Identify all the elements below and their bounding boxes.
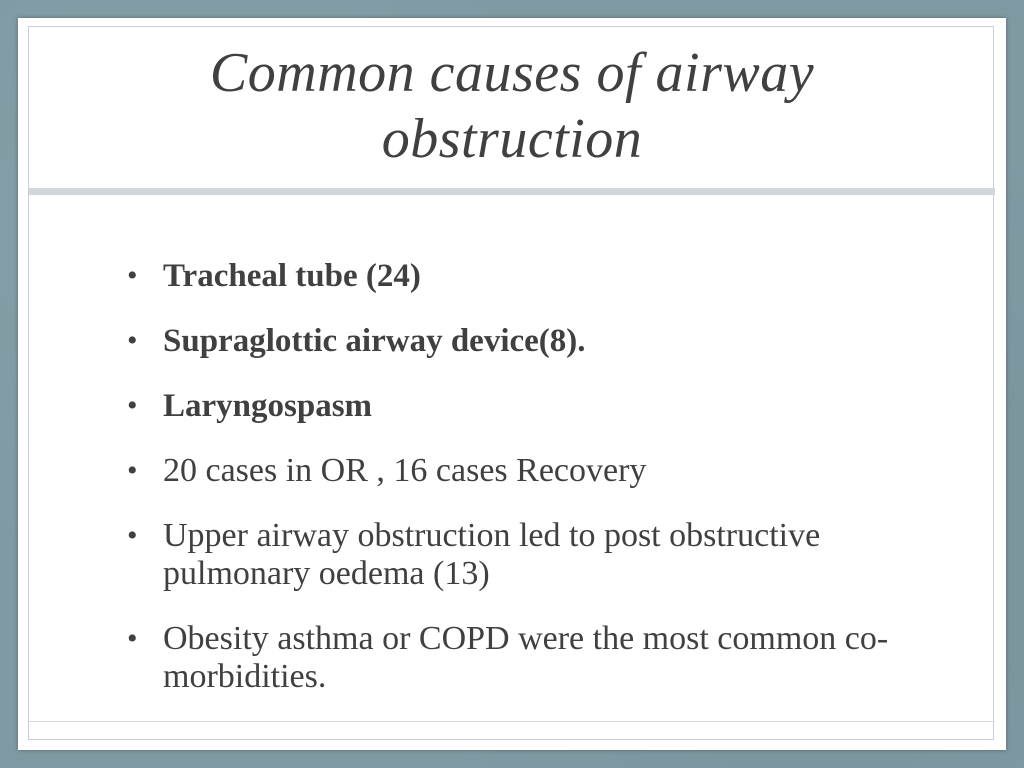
- bullet-text: Supraglottic airway device(8).: [163, 323, 586, 359]
- bullet-item: [127, 387, 947, 425]
- bullet-item: [127, 517, 947, 593]
- bullet-icon: •: [127, 454, 138, 487]
- bullet-icon: •: [127, 324, 138, 357]
- bullet-icon: •: [127, 259, 138, 292]
- bullet-icon: •: [127, 519, 138, 552]
- bullet-text: Laryngospasm: [163, 388, 373, 424]
- bullet-text: 20 cases in OR , 16 cases Recovery: [163, 452, 647, 489]
- bullet-item: [127, 322, 947, 360]
- bullet-item: [127, 452, 947, 490]
- slide-frame: [28, 26, 994, 740]
- bullet-icon: •: [127, 622, 138, 655]
- title-area: [29, 27, 995, 185]
- bullet-text: Obesity asthma or COPD were the most common co-morbidities.: [163, 620, 889, 695]
- slide: [18, 18, 1006, 750]
- bullet-text: Upper airway obstruction led to post obstructive pulmonary oedema (13): [163, 517, 821, 592]
- bullet-icon: •: [127, 389, 138, 422]
- bullet-item: [127, 257, 947, 295]
- slide-content: [127, 257, 947, 723]
- title-divider: [29, 188, 995, 195]
- bullet-text: Tracheal tube (24): [163, 258, 421, 294]
- slide-title: Common causes of airway obstruction: [209, 42, 815, 170]
- bullet-item: [127, 620, 947, 696]
- footer-divider: [29, 721, 995, 722]
- bullet-list: [127, 257, 947, 696]
